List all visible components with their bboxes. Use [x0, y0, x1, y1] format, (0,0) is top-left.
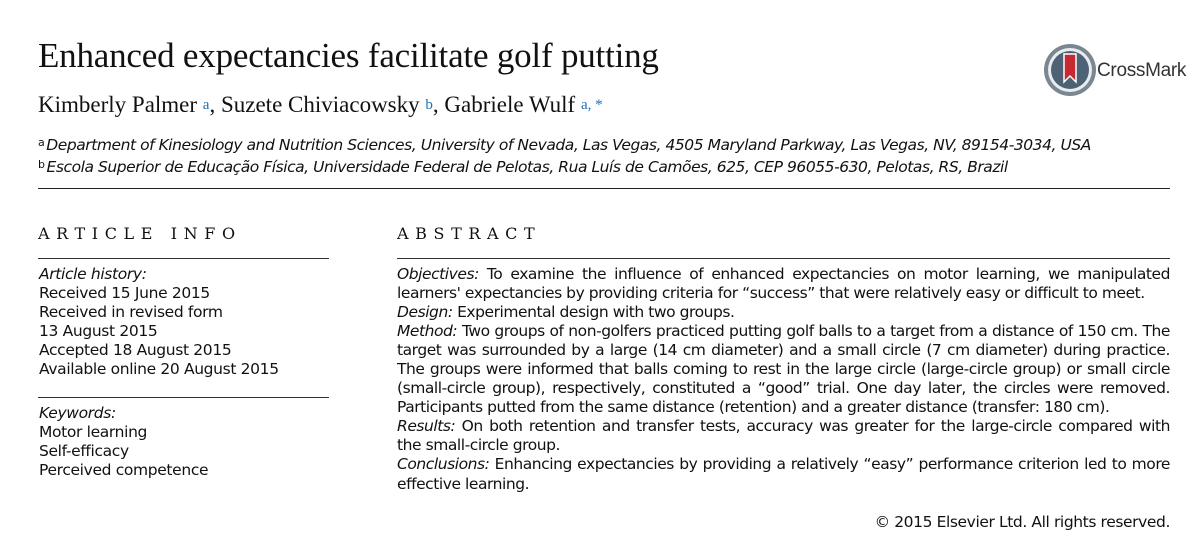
- copyright-notice: © 2015 Elsevier Ltd. All rights reserved.: [874, 513, 1170, 531]
- affiliation-mark: b: [38, 158, 45, 171]
- keywords: [39, 404, 329, 480]
- keywords-divider: [38, 397, 329, 398]
- affiliation-b: [38, 157, 1091, 179]
- author-name[interactable]: Gabriele Wulf: [444, 92, 576, 117]
- author-separator: ,: [432, 92, 445, 117]
- author-affiliation-mark[interactable]: a: [202, 97, 210, 113]
- abstract-section-text: To examine the influence of enhanced expectancies on motor learning, we manipulated learners' expectancies by providing criteria for “success” that were relatively easy or difficult to meet.: [397, 265, 1171, 303]
- abstract-design: [397, 303, 1170, 322]
- abstract-divider: [397, 258, 1170, 259]
- author-name[interactable]: Suzete Chiviacowsky: [220, 92, 420, 117]
- history-item: Received 15 June 2015: [39, 284, 210, 302]
- affiliation-mark: a: [38, 136, 45, 149]
- author-affiliation-mark[interactable]: b: [425, 97, 433, 113]
- abstract-section-label: Design:: [397, 303, 453, 322]
- affiliation-text: Escola Superior de Educação Física, Universidade Federal de Pelotas, Rua Luís de Camões, 625, CEP 96055-630, Pelotas, RS, Brazil: [46, 158, 1008, 176]
- history-item: Available online 20 August 2015: [39, 360, 279, 378]
- article-info-divider: [38, 258, 329, 259]
- history-item: Received in revised form: [39, 303, 223, 321]
- author-affiliation-mark[interactable]: a, *: [580, 97, 603, 113]
- abstract-method: [397, 322, 1170, 417]
- abstract-results: [397, 417, 1170, 455]
- abstract-section-label: Objectives:: [397, 265, 479, 283]
- author-name[interactable]: Kimberly Palmer: [38, 92, 198, 117]
- author-list: [38, 92, 603, 118]
- abstract-section-text: On both retention and transfer tests, accuracy was greater for the large-circle compared with the small-circle group.: [397, 417, 1170, 455]
- abstract-conclusions: [397, 455, 1170, 493]
- keyword-item[interactable]: Self-efficacy: [39, 442, 129, 460]
- affiliation-a: [38, 135, 1091, 157]
- keyword-item[interactable]: Motor learning: [39, 423, 148, 441]
- abstract-section-label: Results:: [397, 417, 456, 436]
- article-history: [39, 265, 329, 379]
- keywords-label: Keywords:: [39, 404, 116, 422]
- header-divider: [38, 188, 1170, 189]
- affiliations: [38, 135, 1091, 179]
- abstract-section-label: Method:: [397, 322, 458, 341]
- abstract-heading: ABSTRACT: [397, 224, 542, 243]
- article-info-heading: ARTICLE INFO: [38, 224, 242, 243]
- crossmark-badge[interactable]: [1042, 42, 1187, 100]
- abstract-section-label: Conclusions:: [397, 455, 490, 474]
- history-item: 13 August 2015: [39, 322, 158, 340]
- history-item: Accepted 18 August 2015: [39, 341, 232, 359]
- history-label: Article history:: [39, 265, 147, 283]
- affiliation-text: Department of Kinesiology and Nutrition Sciences, University of Nevada, Las Vegas, 4505 Maryland Parkway, Las Vegas, NV, 89154-3034, USA: [46, 136, 1091, 154]
- abstract-section-text: Experimental design with two groups.: [457, 303, 735, 322]
- abstract-section-text: Two groups of non-golfers practiced putting golf balls to a target from a distance of 150 cm. The target was surrounded by a large (14 cm diameter) and a small circle (7 cm diameter) during practice. The groups were informed that balls coming to rest in the large circle (large-circle group) or small circle (small-circle group), respectively, constituted a “good” trial. One day later, the circles were removed. Participants putted from the same distance (retention) and a greater distance (transfer: 180 cm).: [397, 322, 1170, 417]
- keyword-item[interactable]: Perceived competence: [39, 461, 209, 479]
- crossmark-icon: [1042, 42, 1098, 98]
- author-separator: ,: [209, 92, 221, 117]
- abstract-objectives: [397, 265, 1170, 303]
- abstract-body: [397, 265, 1170, 494]
- crossmark-label: CrossMark: [1097, 60, 1187, 81]
- abstract-section-text: Enhancing expectancies by providing a relatively “easy” performance criterion led to more effective learning.: [397, 455, 1170, 493]
- article-title: Enhanced expectancies facilitate golf putting: [38, 36, 659, 75]
